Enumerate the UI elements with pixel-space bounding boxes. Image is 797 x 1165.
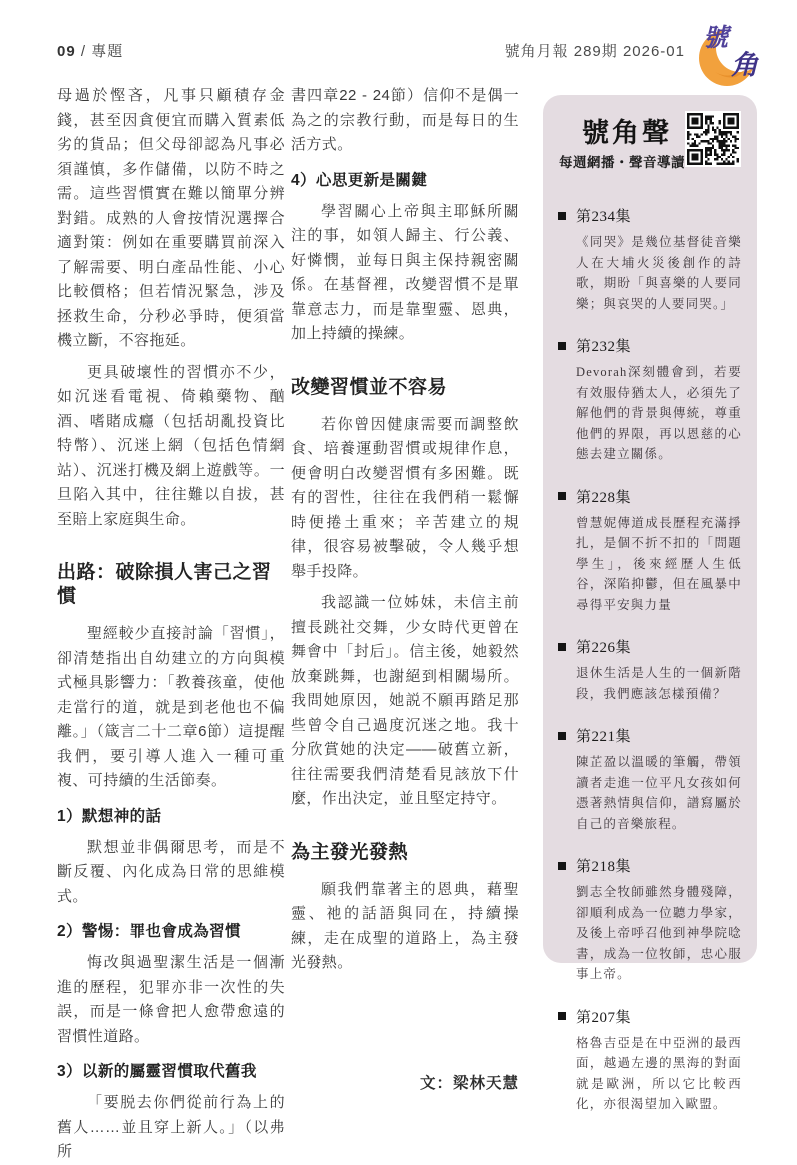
- body-paragraph: 聖經較少直接討論「習慣」，卻清楚指出自幼建立的方向與模式極具影響力：「教養孩童，使他走當行的道，就是到老他也不偏離。」（箴言二十二章6節）這提醒我們，要引導人進入一種可重複、可持續的生活節奏。: [57, 625, 285, 789]
- herald-monthly-logo: [697, 12, 769, 96]
- episode-number: 第234集: [576, 209, 632, 225]
- episode-description: 陳芷盈以溫暖的筆觸，帶領讀者走進一位平凡女孩如何憑著熱情與信仰，譜寫屬於自己的音樂旅程。: [576, 755, 742, 831]
- body-paragraph: 「要脱去你們從前行為上的舊人……並且穿上新人。」（以弗所: [57, 1094, 285, 1160]
- episode-number: 第218集: [576, 859, 632, 875]
- body-paragraph: 母過於慳吝，凡事只顧積存金錢，甚至因貪便宜而購入質素低劣的貨品；但父母卻認為凡事必須謹慎，多作儲備，以防不時之需。這些習慣實在難以簡單分辨對錯。成熟的人會按情況選擇合適對策：例如在重要購買前深入了解需要、明白產品性能、小心比較價格；但若情況緊急，涉及拯救生命，分秒必爭時，便須當機立斷，不容拖延。: [57, 87, 285, 349]
- episode-list: [558, 205, 742, 1115]
- episode-number: 第228集: [576, 489, 632, 506]
- episode-item: [558, 725, 742, 834]
- square-bullet-icon: [558, 862, 566, 870]
- body-paragraph: 學習關心上帝與主耶穌所關注的事，如領人歸主、行公義、好憐憫，並每日與主保持親密關係。在基督裡，改變習慣不是單靠意志力，而是靠聖靈、恩典，加上持續的操練。: [291, 202, 519, 342]
- episode-description: 曾慧妮傳道成長歷程充滿掙扎，是個不折不扣的「問題學生」，後來經歷人生低谷，深陷抑鬱，但在風暴中尋得平安與力量: [576, 515, 742, 612]
- section-heading: 出路：破除損人害己之習慣: [57, 562, 272, 607]
- header-separator: /: [80, 43, 87, 60]
- sub-heading: 2）警惕：罪也會成為習慣: [57, 923, 241, 940]
- episode-title-row: [558, 855, 742, 876]
- episode-description: 劉志全牧師雖然身體殘障，卻順利成為一位聽力學家，及後上帝呼召他到神學院唸書，成為一位牧師，忠心服事上帝。: [576, 885, 742, 981]
- square-bullet-icon: [558, 212, 566, 220]
- episode-item: [558, 1006, 742, 1115]
- episode-item: [558, 636, 742, 704]
- section-title: 專題: [91, 43, 124, 60]
- sub-heading: 4）心思更新是關鍵: [291, 171, 428, 189]
- episode-number: 第221集: [576, 729, 632, 745]
- episode-title-row: [558, 335, 742, 356]
- episode-item: [558, 855, 742, 985]
- issue-info: 號角月報 289期 2026-01: [504, 43, 685, 60]
- body-paragraph: 默想並非偶爾思考，而是不斷反覆、內化成為日常的思維模式。: [57, 838, 285, 905]
- body-paragraph: 悔改與過聖潔生活是一個漸進的歷程，犯罪亦非一次性的失誤，而是一條會把人愈帶愈遠的習慣性道路。: [57, 954, 285, 1045]
- episode-number: 第232集: [576, 339, 632, 355]
- episode-item: [558, 335, 742, 465]
- podcast-sidebar: [543, 95, 757, 1111]
- logo-char-2: 角: [731, 50, 758, 80]
- episode-title-row: [558, 1006, 742, 1027]
- square-bullet-icon: [558, 1012, 566, 1020]
- square-bullet-icon: [558, 643, 566, 651]
- sidebar-header: [558, 109, 742, 181]
- sub-heading: 3）以新的屬靈習慣取代舊我: [57, 1063, 257, 1080]
- qr-code-icon: [685, 111, 741, 167]
- article-column-1: [57, 84, 285, 1165]
- section-heading: 改變習慣並不容易: [291, 376, 448, 398]
- body-paragraph: 若你曾因健康需要而調整飲食、培養運動習慣或規律作息，便會明白改變習慣有多困難。既有的習性，往往在我們稍一鬆懈時便捲土重來；辛苦建立的規律，很容易被擊破，令人幾乎想舉手投降。: [291, 415, 519, 580]
- episode-title-row: [558, 636, 742, 657]
- body-paragraph: 更具破壞性的習慣亦不少，如沉迷看電視、倚賴藥物、酗酒、嗜賭成癮（包括胡亂投資比特幣）、沉迷上網（包括色情網站）、沉迷打機及網上遊戲等。一旦陷入其中，往往難以自拔，甚至賠上家庭與生命。: [57, 363, 285, 528]
- logo-char-1: 號: [703, 24, 729, 52]
- square-bullet-icon: [558, 732, 566, 740]
- episode-description: 格魯吉亞是在中亞洲的最西面，越過左邊的黑海的對面就是歐洲，所以它比較西化，亦很渴望加入歐盟。: [576, 1035, 742, 1111]
- episode-number: 第207集: [576, 1009, 632, 1026]
- body-paragraph: 我認識一位姊妹，未信主前擅長跳社交舞，少女時代更曾在舞會中「封后」。信主後，她毅然放棄跳舞，也謝絕到相關場所。我問她原因，她説不願再踏足那些曾令自己過度沉迷之地。我十分欣賞她的決定——破舊立新，往往需要我們清楚看見該放下什麼，作出決定，並且堅定持守。: [291, 594, 519, 807]
- page-header-left: [57, 40, 123, 61]
- body-paragraph: 願我們靠著主的恩典，藉聖靈、祂的話語與同在，持續操練，走在成聖的道路上，為主發光發熱。: [291, 880, 519, 971]
- square-bullet-icon: [558, 342, 566, 350]
- episode-title-row: [558, 725, 742, 746]
- episode-number: 第226集: [576, 640, 632, 656]
- episode-item: [558, 486, 742, 616]
- page-number: 09: [57, 43, 76, 60]
- episode-description: 《同哭》是幾位基督徒音樂人在大埔火災後創作的詩歌，期盼「與喜樂的人要同樂；與哀哭的人要同哭。」: [576, 235, 742, 311]
- author-credit: 文：梁林天慧: [419, 1074, 519, 1092]
- section-heading: 為主發光發熱: [291, 841, 409, 863]
- episode-title-row: [558, 205, 742, 226]
- episode-title-row: [558, 486, 742, 507]
- episode-description: Devorah深刻體會到，若要有效服侍猶太人，必須先了解他們的背景與傳統，尊重他們的界限，再以恩慈的心態去建立關係。: [576, 365, 742, 461]
- sub-heading: 1）默想神的話: [57, 807, 162, 825]
- episode-description: 退休生活是人生的一個新階段，我們應該怎樣預備？: [576, 666, 742, 701]
- sidebar-subtitle: 每週網播・聲音導讀: [559, 155, 685, 170]
- body-paragraph: 書四章22 - 24節）信仰不是偶一為之的宗教行動，而是每日的生活方式。: [291, 87, 519, 153]
- article-column-2: [291, 84, 519, 1096]
- sidebar-title: 號角聲: [582, 118, 672, 148]
- square-bullet-icon: [558, 492, 566, 500]
- episode-item: [558, 205, 742, 314]
